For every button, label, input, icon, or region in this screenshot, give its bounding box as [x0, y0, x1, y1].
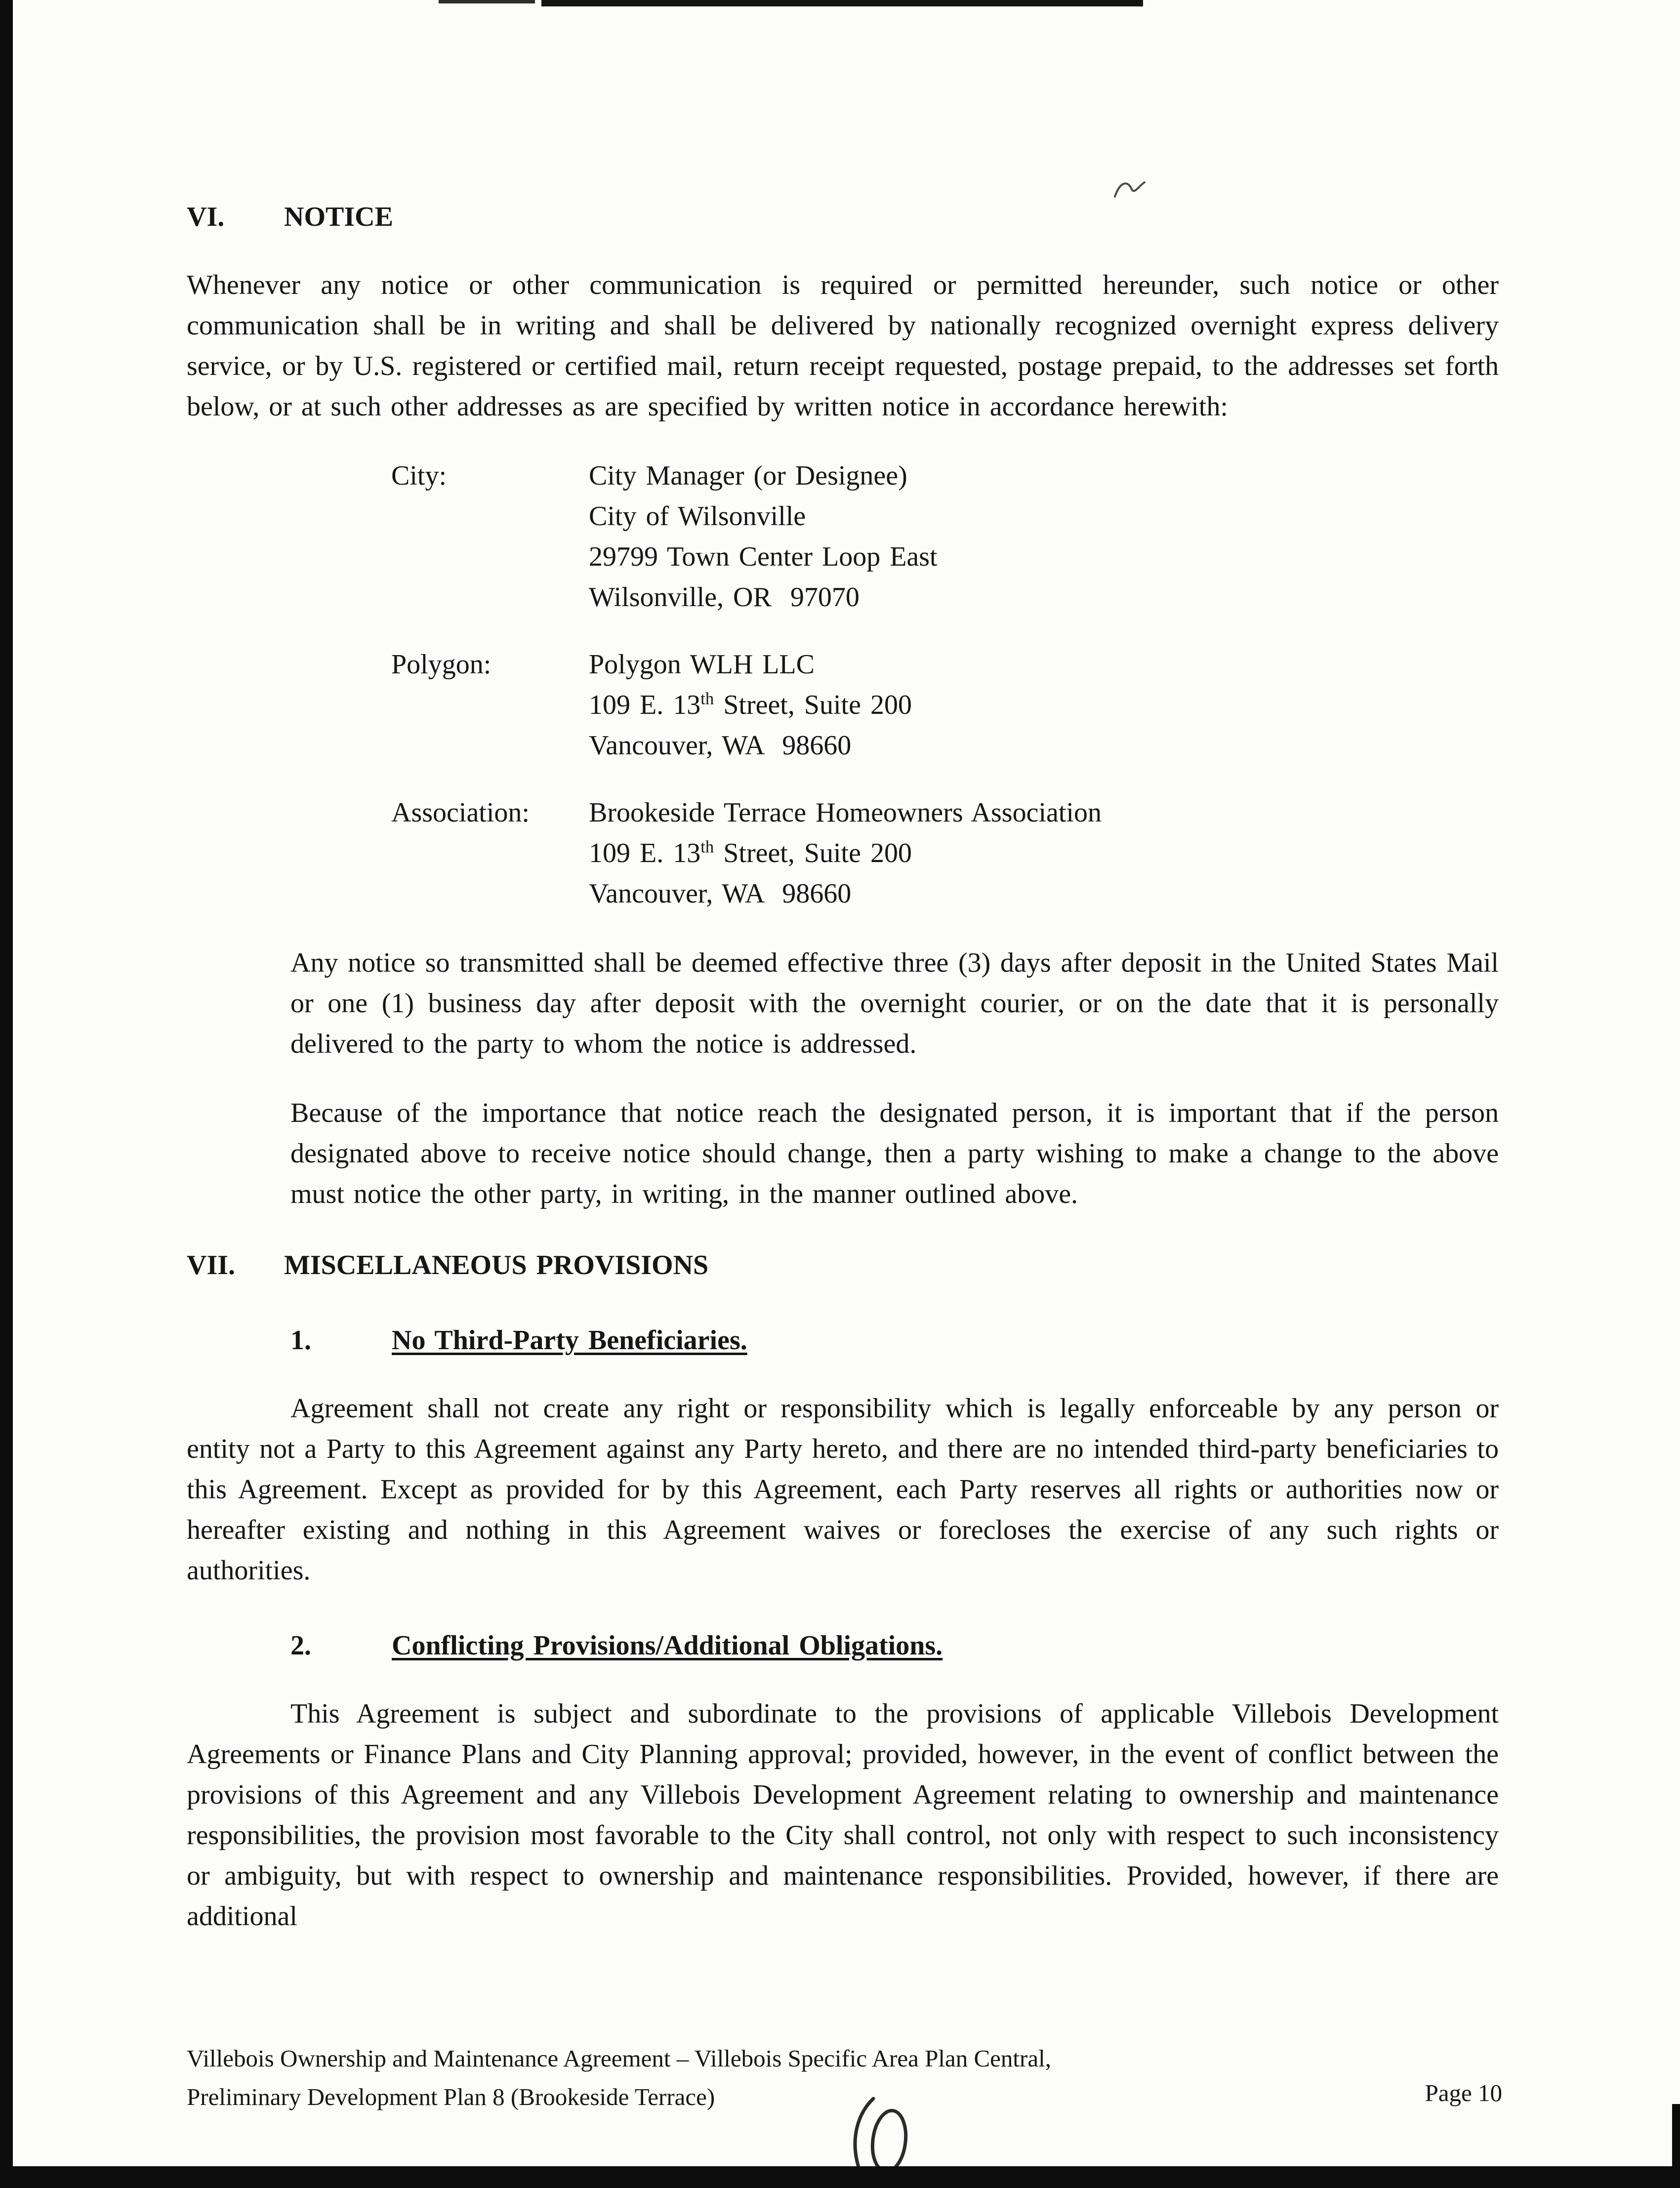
- notice-intro-paragraph: Whenever any notice or other communication is required or permitted hereunder, such notice or other communication shall be in writing and shall be delivered by nationally recognized overnight express delivery service, or by U.S. registered or certified mail, return receipt requested, postage prepaid, to the addresses set forth below, or at such other addresses as are specified by written notice in accordance herewith:: [187, 270, 1499, 422]
- address-lines: [589, 455, 938, 618]
- subsection-heading-no-third-party: [290, 1320, 1499, 1361]
- address-label: Association:: [391, 797, 530, 828]
- section-title: MISCELLANEOUS PROVISIONS: [284, 1250, 709, 1280]
- address-line-street: [589, 685, 912, 725]
- address-line-street: [589, 833, 1102, 873]
- scan-edge-artifact-left: [0, 0, 13, 2188]
- address-lines: [589, 644, 912, 766]
- address-line: Vancouver, WA 98660: [589, 730, 852, 761]
- scan-edge-artifact-bottom: [0, 2166, 1680, 2188]
- street-text: Street, Suite 200: [714, 838, 912, 868]
- address-line: Vancouver, WA 98660: [589, 878, 852, 909]
- street-ordinal-suffix: th: [700, 689, 714, 708]
- scan-edge-artifact-top-thin: [439, 0, 535, 3]
- address-block-city: [391, 455, 1499, 618]
- subsection-title: Conflicting Provisions/Additional Obligations.: [392, 1630, 943, 1661]
- section-number: VII.: [187, 1250, 236, 1280]
- address-line: 29799 Town Center Loop East: [589, 541, 938, 572]
- address-label: City:: [391, 460, 447, 491]
- section-heading-miscellaneous: [187, 1245, 1499, 1285]
- subsection-body-no-third-party: Agreement shall not create any right or responsibility which is legally enforceable by any person or entity not a Party to this Agreement against any Party hereto, and there are no intended third-party beneficiaries to this Agreement. Except as provided for by this Agreement, each Party reserves all rights or authorities now or hereafter existing and nothing in this Agreement waives or forecloses the exercise of any such rights or authorities.: [187, 1393, 1499, 1586]
- address-line: Brookeside Terrace Homeowners Association: [589, 797, 1102, 828]
- street-text: Street, Suite 200: [714, 690, 912, 720]
- subsection-title: No Third-Party Beneficiaries.: [392, 1325, 747, 1356]
- address-line: City of Wilsonville: [589, 501, 806, 532]
- address-line: Wilsonville, OR 97070: [589, 582, 860, 613]
- subsection-number: 1.: [290, 1325, 311, 1356]
- section-number: VI.: [187, 202, 225, 232]
- document-content: [187, 197, 1499, 1937]
- scan-edge-artifact-top-thick: [541, 0, 1143, 6]
- address-line: City Manager (or Designee): [589, 460, 907, 491]
- section-heading-notice: [187, 197, 1499, 237]
- subsection-heading-conflicting-provisions: [290, 1625, 1499, 1666]
- street-text: 109 E. 13: [589, 838, 701, 868]
- address-block-polygon: [391, 644, 1499, 766]
- subsection-number: 2.: [290, 1630, 311, 1661]
- subsection-body-conflicting-provisions: This Agreement is subject and subordinate to the provisions of applicable Villebois Development Agreements or Finance Plans and City Planning approval; provided, however, in the event of conflict between the provisions of this Agreement and any Villebois Development Agreement relating to ownership and maintenance responsibilities, the provision most favorable to the City shall control, not only with respect to such inconsistency or ambiguity, but with respect to ownership and maintenance responsibilities. Provided, however, if there are additional: [187, 1698, 1499, 1932]
- address-block-association: [391, 792, 1499, 914]
- footer-line-1: Villebois Ownership and Maintenance Agreement – Villebois Specific Area Plan Central,: [187, 2045, 1051, 2072]
- page-number: Page 10: [1425, 2079, 1502, 2106]
- notice-address-list: [391, 455, 1499, 914]
- notice-change-paragraph: Because of the importance that notice reach the designated person, it is important that if the person designated above to receive notice should change, then a party wishing to make a change to the above must notice the other party, in writing, in the manner outlined above.: [290, 1098, 1499, 1209]
- notice-effective-paragraph: Any notice so transmitted shall be deemed effective three (3) days after deposit in the United States Mail or one (1) business day after deposit with the overnight courier, or on the date that it is personally delivered to the party to whom the notice is addressed.: [290, 948, 1499, 1059]
- section-title: NOTICE: [284, 202, 393, 232]
- address-label: Polygon:: [391, 649, 492, 680]
- document-footer: [187, 2039, 1348, 2116]
- street-text: 109 E. 13: [589, 690, 701, 720]
- street-ordinal-suffix: th: [700, 837, 714, 857]
- address-lines: [589, 792, 1102, 914]
- address-line: Polygon WLH LLC: [589, 649, 815, 680]
- footer-line-2: Preliminary Development Plan 8 (Brookeside Terrace): [187, 2083, 715, 2110]
